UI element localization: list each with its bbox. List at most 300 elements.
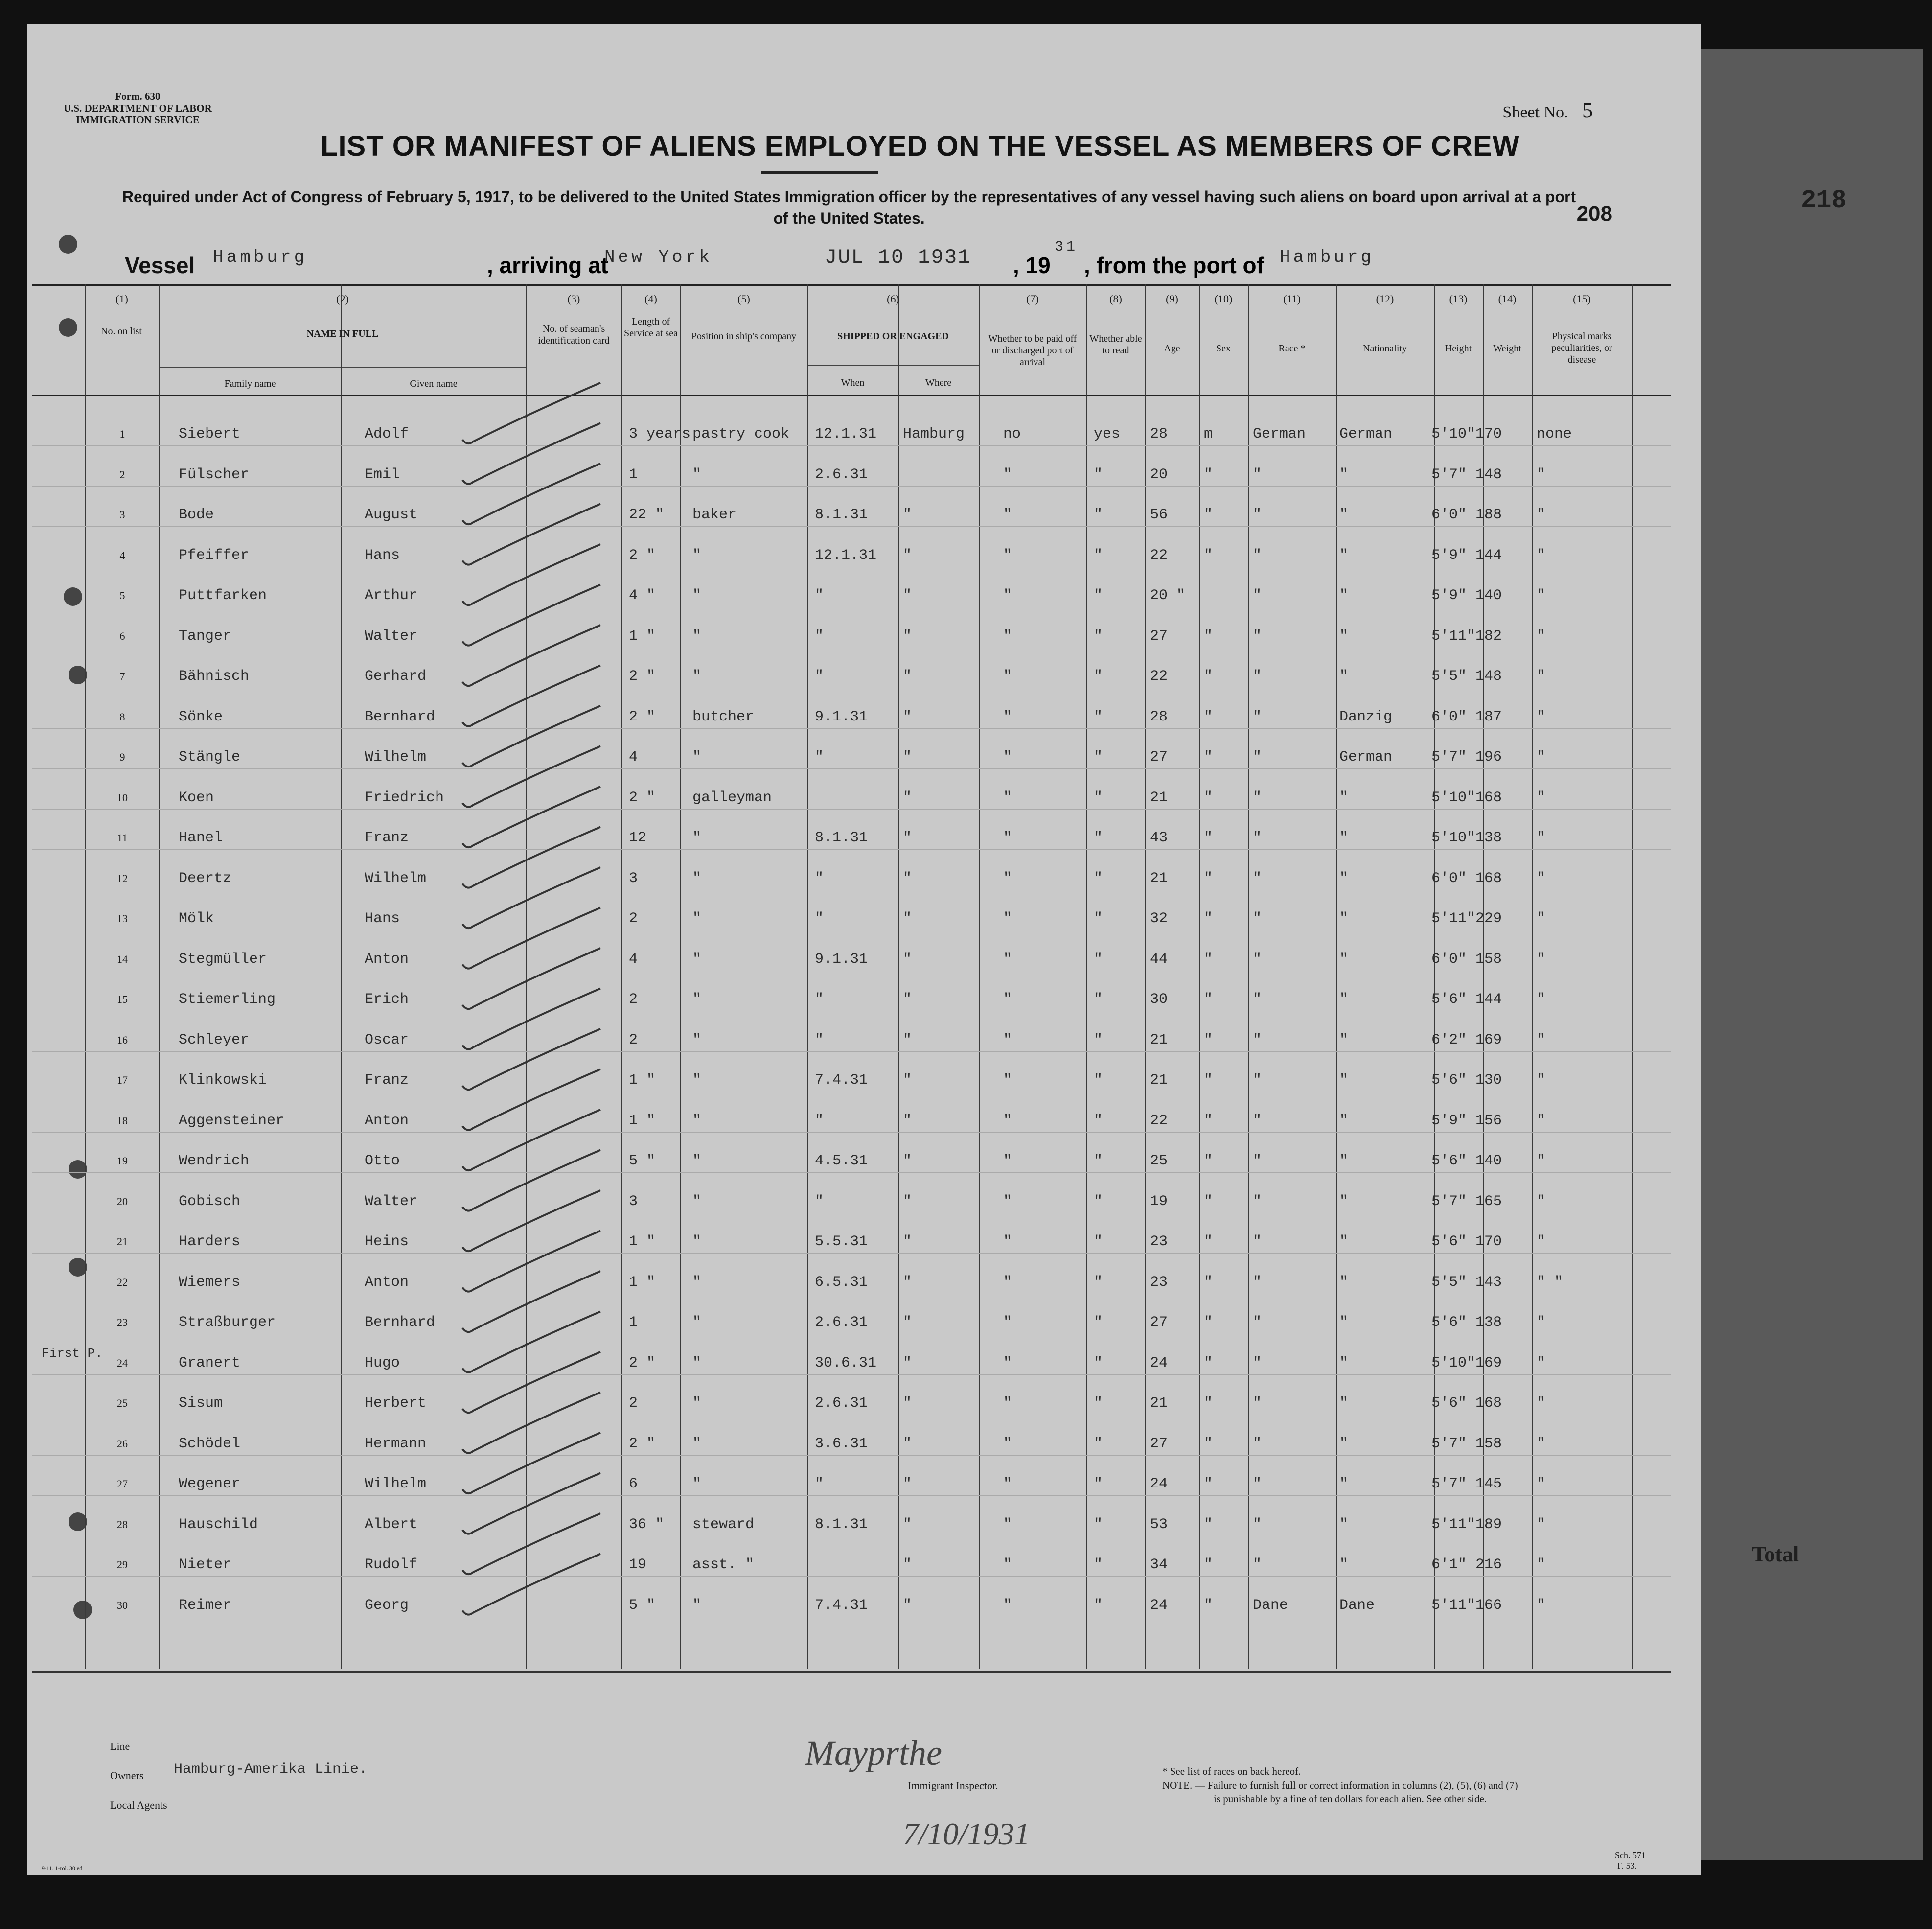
col-header-id-card: No. of seaman's identification card xyxy=(538,324,610,346)
able-read-cell: " xyxy=(1094,830,1103,846)
nationality-cell: " xyxy=(1339,1072,1349,1089)
row-number: 2 xyxy=(119,468,125,481)
age-cell: 24 xyxy=(1150,1597,1168,1614)
age-cell: 20 xyxy=(1150,466,1168,483)
height-cell: 5'10" xyxy=(1431,830,1476,846)
age-cell: 44 xyxy=(1150,951,1168,968)
position-cell: steward xyxy=(692,1516,755,1533)
where-cell: " xyxy=(903,668,912,685)
service-cell: 2 " xyxy=(629,547,656,564)
when-cell: 9.1.31 xyxy=(815,708,868,725)
given-name-cell: Walter xyxy=(365,628,418,645)
nationality-cell: " xyxy=(1339,587,1349,604)
race-cell: " xyxy=(1253,587,1262,604)
weight-cell: 156 xyxy=(1475,1112,1502,1129)
family-name-cell: Bähnisch xyxy=(179,668,250,685)
when-cell: " xyxy=(815,991,824,1008)
when-cell: 7.4.31 xyxy=(815,1072,868,1089)
nationality-cell: " xyxy=(1339,1314,1349,1331)
service-cell: 36 " xyxy=(629,1516,665,1533)
family-name-cell: Pfeiffer xyxy=(179,547,250,564)
position-cell: " xyxy=(692,587,702,604)
given-name-cell: Arthur xyxy=(365,587,418,604)
nationality-cell: " xyxy=(1339,1274,1349,1291)
race-cell: " xyxy=(1253,830,1262,846)
nationality-cell: German xyxy=(1339,426,1393,442)
marks-cell: " xyxy=(1537,587,1546,604)
check-mark xyxy=(462,827,600,888)
given-name-cell: Herbert xyxy=(365,1395,427,1412)
position-cell: butcher xyxy=(692,708,755,725)
check-mark xyxy=(462,544,600,605)
race-cell: " xyxy=(1253,1395,1262,1412)
inspector-label: Immigrant Inspector. xyxy=(908,1779,998,1791)
given-name-cell: August xyxy=(365,507,418,523)
row-number: 10 xyxy=(117,791,128,804)
position-cell: " xyxy=(692,1597,702,1614)
page-subtitle: Required under Act of Congress of February 5, 1917, to be delivered to the United States Immigration officer by the representatives of any vessel having such aliens on board upon arrival at a port of the United States. xyxy=(122,188,1576,227)
service-cell: 4 " xyxy=(629,587,656,604)
age-cell: 23 xyxy=(1150,1274,1168,1291)
year-value: 31 xyxy=(1055,239,1079,256)
position-cell: " xyxy=(692,1435,702,1452)
weight-cell: 170 xyxy=(1475,426,1502,442)
paid-off-cell: " xyxy=(1003,1193,1012,1210)
where-cell: " xyxy=(903,1435,912,1452)
position-cell: " xyxy=(692,1314,702,1331)
family-name-cell: Wiemers xyxy=(179,1274,241,1291)
col-number: (8) xyxy=(1109,293,1122,305)
when-cell: 6.5.31 xyxy=(815,1274,868,1291)
paid-off-cell: " xyxy=(1003,1153,1012,1169)
weight-cell: 188 xyxy=(1475,507,1502,523)
race-cell: " xyxy=(1253,1274,1262,1291)
col-header-position: Position in ship's company xyxy=(691,331,797,342)
signed-date: 7/10/1931 xyxy=(903,1816,1030,1851)
id-card-check-marks xyxy=(32,284,1671,1669)
sex-cell: " xyxy=(1204,668,1213,685)
marks-cell: " xyxy=(1537,1233,1546,1250)
able-read-cell: " xyxy=(1094,1557,1103,1573)
where-cell: " xyxy=(903,951,912,968)
check-mark xyxy=(462,1271,600,1332)
col-number: (3) xyxy=(567,293,580,305)
able-read-cell: " xyxy=(1094,1274,1103,1291)
race-cell: Dane xyxy=(1253,1597,1288,1614)
check-mark xyxy=(462,1231,600,1292)
height-cell: 5'11" xyxy=(1431,1597,1476,1614)
col-number: (12) xyxy=(1376,293,1394,305)
weight-cell: 196 xyxy=(1475,749,1502,766)
able-read-cell: " xyxy=(1094,1395,1103,1412)
given-name-cell: Franz xyxy=(365,1072,409,1089)
check-mark xyxy=(462,1473,600,1534)
position-cell: asst. " xyxy=(692,1557,755,1573)
when-cell: " xyxy=(815,870,824,887)
paid-off-cell: " xyxy=(1003,1354,1012,1371)
service-cell: 2 " xyxy=(629,789,656,806)
sex-cell: " xyxy=(1204,1112,1213,1129)
nationality-cell: Dane xyxy=(1339,1597,1375,1614)
position-cell: " xyxy=(692,991,702,1008)
family-name-cell: Granert xyxy=(179,1354,241,1371)
service-cell: 2 xyxy=(629,1031,638,1048)
marks-cell: " xyxy=(1537,789,1546,806)
position-cell: " xyxy=(692,870,702,887)
age-cell: 27 xyxy=(1150,1314,1168,1331)
check-mark xyxy=(462,1554,600,1615)
age-cell: 21 xyxy=(1150,870,1168,887)
weight-cell: 170 xyxy=(1475,1233,1502,1250)
nationality-cell: " xyxy=(1339,628,1349,645)
weight-cell: 158 xyxy=(1475,1435,1502,1452)
nationality-cell: " xyxy=(1339,789,1349,806)
weight-cell: 145 xyxy=(1475,1476,1502,1492)
row-number: 7 xyxy=(119,670,125,682)
where-cell: " xyxy=(903,1597,912,1614)
race-cell: " xyxy=(1253,668,1262,685)
col-header-physical-marks: Physical marks peculiarities, or disease xyxy=(1551,331,1612,365)
col-header-age: Age xyxy=(1164,343,1180,354)
marks-cell: " xyxy=(1537,547,1546,564)
where-cell: " xyxy=(903,1072,912,1089)
height-cell: 5'7" xyxy=(1431,749,1467,766)
sheet-value: 5 xyxy=(1582,98,1593,122)
owners-label: Owners xyxy=(110,1769,144,1782)
age-cell: 20 " xyxy=(1150,587,1186,604)
owners-value: Hamburg-Amerika Linie. xyxy=(174,1761,368,1778)
marks-cell: " xyxy=(1537,1435,1546,1452)
family-name-cell: Harders xyxy=(179,1233,241,1250)
weight-cell: 187 xyxy=(1475,708,1502,725)
race-cell: " xyxy=(1253,1354,1262,1371)
able-read-cell: " xyxy=(1094,466,1103,483)
race-cell: " xyxy=(1253,870,1262,887)
able-read-cell: " xyxy=(1094,1072,1103,1089)
row-number: 9 xyxy=(119,751,125,763)
able-read-cell: " xyxy=(1094,628,1103,645)
age-cell: 21 xyxy=(1150,1072,1168,1089)
age-cell: 19 xyxy=(1150,1193,1168,1210)
departure-port: Hamburg xyxy=(1280,247,1375,267)
family-name-cell: Aggensteiner xyxy=(179,1112,285,1129)
sex-cell: " xyxy=(1204,789,1213,806)
given-name-cell: Emil xyxy=(365,466,400,483)
when-cell: 8.1.31 xyxy=(815,1516,868,1533)
paid-off-cell: " xyxy=(1003,1072,1012,1089)
paid-off-cell: " xyxy=(1003,1435,1012,1452)
vessel-name: Hamburg xyxy=(213,247,308,267)
able-read-cell: " xyxy=(1094,1354,1103,1371)
service-cell: 2 " xyxy=(629,708,656,725)
family-name-cell: Gobisch xyxy=(179,1193,241,1210)
able-read-cell: " xyxy=(1094,1233,1103,1250)
position-cell: " xyxy=(692,668,702,685)
where-cell: " xyxy=(903,1354,912,1371)
sex-cell: m xyxy=(1204,426,1213,442)
where-cell: " xyxy=(903,1153,912,1169)
family-name-cell: Stegmüller xyxy=(179,951,267,968)
col-header-family-name: Family name xyxy=(224,378,276,389)
check-mark xyxy=(462,504,600,565)
marks-cell: " xyxy=(1537,951,1546,968)
weight-cell: 138 xyxy=(1475,830,1502,846)
family-name-cell: Wegener xyxy=(179,1476,241,1492)
paid-off-cell: " xyxy=(1003,830,1012,846)
race-note: * See list of races on back hereof. xyxy=(1162,1766,1301,1777)
able-read-cell: " xyxy=(1094,1314,1103,1331)
service-name: IMMIGRATION SERVICE xyxy=(76,114,200,126)
year-label: , 19 xyxy=(1013,253,1051,278)
age-cell: 53 xyxy=(1150,1516,1168,1533)
position-cell: " xyxy=(692,1193,702,1210)
height-cell: 5'6" xyxy=(1431,1314,1467,1331)
position-cell: " xyxy=(692,466,702,483)
weight-cell: 148 xyxy=(1475,466,1502,483)
given-name-cell: Rudolf xyxy=(365,1557,418,1573)
nationality-cell: " xyxy=(1339,1435,1349,1452)
position-cell: " xyxy=(692,910,702,927)
paid-off-cell: " xyxy=(1003,466,1012,483)
family-name-cell: Koen xyxy=(179,789,214,806)
when-cell: " xyxy=(815,668,824,685)
check-mark xyxy=(462,1029,600,1090)
race-cell: " xyxy=(1253,1557,1262,1573)
back-sheet xyxy=(1664,49,1923,1860)
nationality-cell: " xyxy=(1339,910,1349,927)
check-mark xyxy=(462,666,600,726)
service-cell: 3 years xyxy=(629,426,691,442)
col-header-height: Height xyxy=(1445,343,1472,354)
weight-cell: 168 xyxy=(1475,870,1502,887)
paid-off-cell: " xyxy=(1003,870,1012,887)
row-number: 24 xyxy=(117,1356,128,1369)
form-f-number: F. 53. xyxy=(1617,1861,1637,1871)
height-cell: 5'11" xyxy=(1431,1516,1476,1533)
check-mark xyxy=(462,867,600,928)
service-cell: 2 xyxy=(629,910,638,927)
when-cell: 4.5.31 xyxy=(815,1153,868,1169)
age-cell: 21 xyxy=(1150,1395,1168,1412)
family-name-cell: Hauschild xyxy=(179,1516,258,1533)
col-header-length-service: Length of Service at sea xyxy=(624,316,678,339)
race-cell: " xyxy=(1253,789,1262,806)
paid-off-cell: " xyxy=(1003,1274,1012,1291)
age-cell: 30 xyxy=(1150,991,1168,1008)
position-cell: galleyman xyxy=(692,789,772,806)
race-cell: " xyxy=(1253,1193,1262,1210)
position-cell: " xyxy=(692,1233,702,1250)
weight-cell: 140 xyxy=(1475,587,1502,604)
height-cell: 5'6" xyxy=(1431,1395,1467,1412)
first-p-margin-note: First P. xyxy=(42,1346,103,1361)
given-name-cell: Hugo xyxy=(365,1354,400,1371)
able-read-cell: " xyxy=(1094,870,1103,887)
print-code: 9-11. 1-rol. 30 ed xyxy=(42,1865,83,1872)
row-number: 8 xyxy=(119,710,125,723)
given-name-cell: Hans xyxy=(365,910,400,927)
paid-off-cell: " xyxy=(1003,587,1012,604)
position-cell: pastry cook xyxy=(692,426,790,442)
form-number: Form. 630 xyxy=(115,91,161,102)
marks-cell: " xyxy=(1537,1354,1546,1371)
when-cell: " xyxy=(815,587,824,604)
race-cell: " xyxy=(1253,708,1262,725)
when-cell: 2.6.31 xyxy=(815,466,868,483)
from-port-label: , from the port of xyxy=(1084,253,1264,278)
marks-cell: " xyxy=(1537,628,1546,645)
sex-cell: " xyxy=(1204,749,1213,766)
paid-off-cell: " xyxy=(1003,1112,1012,1129)
family-name-cell: Siebert xyxy=(179,426,241,442)
able-read-cell: " xyxy=(1094,1435,1103,1452)
weight-cell: 189 xyxy=(1475,1516,1502,1533)
arriving-label: , arriving at xyxy=(487,253,608,278)
col-header-no-on-list: No. on list xyxy=(101,326,142,337)
height-cell: 5'7" xyxy=(1431,1193,1467,1210)
row-number: 4 xyxy=(119,549,125,561)
where-cell: " xyxy=(903,1233,912,1250)
marks-cell: " xyxy=(1537,466,1546,483)
paid-off-cell: " xyxy=(1003,1233,1012,1250)
service-cell: 1 " xyxy=(629,1233,656,1250)
footer-note xyxy=(1162,1765,1518,1806)
weight-cell: 168 xyxy=(1475,1395,1502,1412)
sex-cell: " xyxy=(1204,1193,1213,1210)
weight-cell: 169 xyxy=(1475,1354,1502,1371)
age-cell: 25 xyxy=(1150,1153,1168,1169)
form-identifier xyxy=(64,91,212,126)
sex-cell: " xyxy=(1204,991,1213,1008)
paid-off-cell: " xyxy=(1003,789,1012,806)
family-name-cell: Schödel xyxy=(179,1435,241,1452)
col-header-name-in-full: NAME IN FULL xyxy=(306,328,379,339)
nationality-cell: " xyxy=(1339,1476,1349,1492)
position-cell: " xyxy=(692,749,702,766)
given-name-cell: Anton xyxy=(365,951,409,968)
race-cell: " xyxy=(1253,507,1262,523)
nationality-cell: " xyxy=(1339,870,1349,887)
able-read-cell: " xyxy=(1094,749,1103,766)
position-cell: " xyxy=(692,830,702,846)
paid-off-cell: no xyxy=(1003,426,1021,442)
age-cell: 22 xyxy=(1150,547,1168,564)
nationality-cell: " xyxy=(1339,1031,1349,1048)
when-cell: 2.6.31 xyxy=(815,1395,868,1412)
service-cell: 1 " xyxy=(629,1072,656,1089)
given-name-cell: Wilhelm xyxy=(365,749,427,766)
weight-cell: 169 xyxy=(1475,1031,1502,1048)
sex-cell: " xyxy=(1204,1597,1213,1614)
height-cell: 5'11" xyxy=(1431,910,1476,927)
weight-cell: 148 xyxy=(1475,668,1502,685)
where-cell: " xyxy=(903,1395,912,1412)
able-read-cell: " xyxy=(1094,1031,1103,1048)
col-header-weight: Weight xyxy=(1493,343,1521,354)
paid-off-cell: " xyxy=(1003,1516,1012,1533)
given-name-cell: Hans xyxy=(365,547,400,564)
given-name-cell: Georg xyxy=(365,1597,409,1614)
family-name-cell: Reimer xyxy=(179,1597,232,1614)
given-name-cell: Albert xyxy=(365,1516,418,1533)
sex-cell: " xyxy=(1204,1516,1213,1533)
when-cell: " xyxy=(815,1112,824,1129)
check-mark xyxy=(462,1352,600,1413)
position-cell: " xyxy=(692,1031,702,1048)
weight-cell: 165 xyxy=(1475,1193,1502,1210)
col-header-given-name: Given name xyxy=(410,378,458,389)
marks-cell: " xyxy=(1537,1395,1546,1412)
family-name-cell: Klinkowski xyxy=(179,1072,267,1089)
check-mark xyxy=(462,989,600,1049)
given-name-cell: Walter xyxy=(365,1193,418,1210)
row-number: 28 xyxy=(117,1518,128,1531)
height-cell: 6'1" xyxy=(1431,1557,1467,1573)
able-read-cell: " xyxy=(1094,789,1103,806)
family-name-cell: Stiemerling xyxy=(179,991,276,1008)
race-cell: " xyxy=(1253,991,1262,1008)
check-mark xyxy=(462,585,600,646)
age-cell: 21 xyxy=(1150,1031,1168,1048)
col-number: (10) xyxy=(1214,293,1233,305)
row-number: 29 xyxy=(117,1558,128,1571)
position-cell: baker xyxy=(692,507,737,523)
where-cell: " xyxy=(903,708,912,725)
able-read-cell: " xyxy=(1094,507,1103,523)
height-cell: 6'2" xyxy=(1431,1031,1467,1048)
when-cell: 7.4.31 xyxy=(815,1597,868,1614)
check-mark xyxy=(462,1513,600,1574)
weight-cell: 168 xyxy=(1475,789,1502,806)
given-name-cell: Anton xyxy=(365,1274,409,1291)
arrival-date-stamp: JUL 10 1931 xyxy=(825,246,971,269)
marks-cell: " xyxy=(1537,1153,1546,1169)
age-cell: 22 xyxy=(1150,1112,1168,1129)
given-name-cell: Adolf xyxy=(365,426,409,442)
sheet-label: Sheet No. xyxy=(1502,103,1568,121)
sex-cell: " xyxy=(1204,628,1213,645)
given-name-cell: Erich xyxy=(365,991,409,1008)
age-cell: 43 xyxy=(1150,830,1168,846)
family-name-cell: Straßburger xyxy=(179,1314,276,1331)
age-cell: 56 xyxy=(1150,507,1168,523)
service-cell: 12 xyxy=(629,830,647,846)
row-number: 19 xyxy=(117,1155,128,1167)
sex-cell: " xyxy=(1204,830,1213,846)
able-read-cell: " xyxy=(1094,1476,1103,1492)
row-number: 27 xyxy=(117,1478,128,1490)
family-name-cell: Mölk xyxy=(179,910,214,927)
service-cell: 4 xyxy=(629,951,638,968)
race-cell: " xyxy=(1253,628,1262,645)
weight-cell: 182 xyxy=(1475,628,1502,645)
position-cell: " xyxy=(692,1476,702,1492)
height-cell: 5'10" xyxy=(1431,789,1476,806)
when-cell: " xyxy=(815,1476,824,1492)
race-cell: " xyxy=(1253,1112,1262,1129)
marks-cell: " xyxy=(1537,870,1546,887)
row-number: 14 xyxy=(117,953,128,965)
weight-cell: 140 xyxy=(1475,1153,1502,1169)
paid-off-cell: " xyxy=(1003,1597,1012,1614)
check-mark xyxy=(462,1312,600,1372)
age-cell: 32 xyxy=(1150,910,1168,927)
marks-cell: none xyxy=(1537,426,1572,442)
sex-cell: " xyxy=(1204,1354,1213,1371)
when-cell: 2.6.31 xyxy=(815,1314,868,1331)
family-name-cell: Nieter xyxy=(179,1557,232,1573)
nationality-cell: " xyxy=(1339,466,1349,483)
